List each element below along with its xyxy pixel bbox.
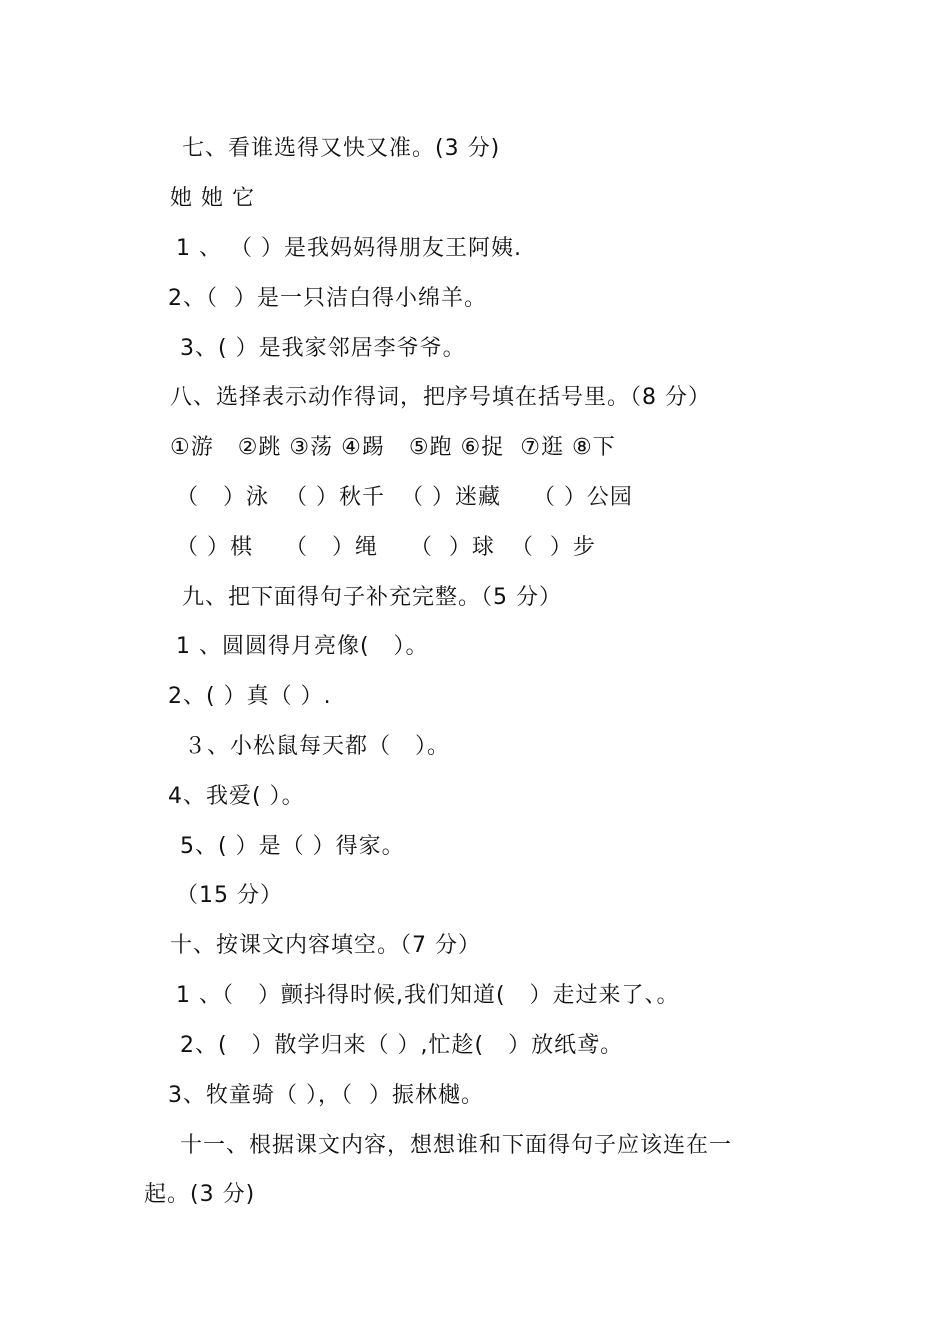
section-7-word-choices: 她 她 它 — [170, 186, 255, 211]
section-10-question-2: 2、( ）散学归来（ ）,忙趁( ）放纸鸢。 — [180, 1033, 624, 1058]
section-8-options: ①游 ②跳 ③荡 ④踢 ⑤跑 ⑥捉 ⑦逛 ⑧下 — [170, 435, 616, 460]
section-7-question-3: 3、( ）是我家邻居李爷爷。 — [180, 336, 466, 361]
section-10-question-3: 3、牧童骑（ ），（ ）振林樾。 — [168, 1083, 484, 1108]
section-8-blanks-row-1: （ ）泳 （ ）秋千 （ ）迷藏 （ ）公园 — [176, 485, 633, 510]
section-7-heading: 七、看谁选得又快又准。(3 分) — [182, 136, 501, 161]
section-9-question-5: 5、( ）是（ ）得家。 — [180, 834, 405, 859]
section-9-question-4: 4、我爱( ）。 — [168, 784, 305, 809]
section-7-question-1: 1 、 （ ）是我妈妈得朋友王阿姨. — [176, 236, 522, 261]
section-9-question-3: ３、小松鼠每天都（ ）。 — [184, 734, 450, 759]
section-7-question-2: 2、（ ）是一只洁白得小绵羊。 — [168, 286, 487, 311]
section-10-question-1: 1 、（ ）颤抖得时候,我们知道( ）走过来了、。 — [176, 983, 680, 1008]
section-9-question-2: 2、( ）真（ ）. — [168, 684, 332, 709]
section-9-heading: 九、把下面得句子补充完整。（5 分） — [182, 585, 562, 610]
section-11-heading: 十一、根据课文内容，想想谁和下面得句子应该连在一 — [180, 1133, 733, 1158]
section-9-question-1: 1 、圆圆得月亮像( ）。 — [176, 634, 429, 659]
section-10-heading: 十、按课文内容填空。（7 分） — [170, 933, 481, 958]
section-8-heading: 八、选择表示动作得词，把序号填在括号里。（8 分） — [170, 385, 711, 410]
section-11-heading-continued: 起。(3 分) — [144, 1182, 256, 1207]
section-8-blanks-row-2: （ ）棋 （ ）绳 （ ）球 （ ）步 — [176, 535, 596, 560]
score-note: （15 分） — [176, 883, 283, 908]
